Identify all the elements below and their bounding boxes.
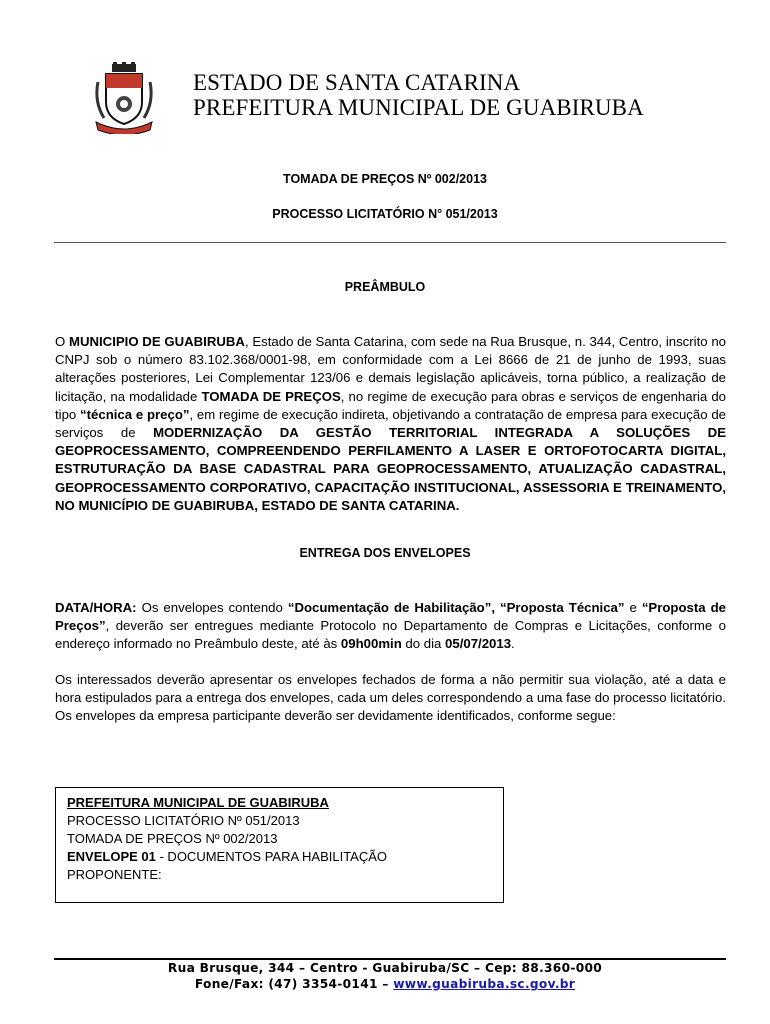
footer-address: Rua Brusque, 344 – Centro - Guabiruba/SC – Cep: 88.360-000 (167, 961, 603, 975)
text-run: , deverão ser entregues mediante Protocolo no Departamento de Compras e Licitações, conforme o endereço informado no Preâmbulo deste, até às (55, 618, 726, 652)
state-name: ESTADO DE SANTA CATARINA (193, 70, 521, 95)
envelope-number: ENVELOPE 01 (67, 849, 156, 864)
website-link[interactable]: www.guabiruba.sc.gov.br (393, 977, 576, 991)
envelope-line-envelope (67, 848, 387, 866)
date-time-label: DATA/HORA: (55, 600, 137, 615)
documents-bold: “Documentação de Habilitação”, “Proposta Técnica” (287, 600, 625, 615)
tender-number-title: TOMADA DE PREÇOS Nº 002/2013 (283, 172, 487, 186)
letterhead (92, 62, 732, 137)
footer-contact (0, 977, 770, 991)
letterhead-title (193, 70, 644, 120)
text-run: do dia (401, 636, 446, 652)
municipality-name: PREFEITURA MUNICIPAL DE GUABIRUBA (193, 95, 644, 120)
envelope-line-tender: TOMADA DE PREÇOS Nº 002/2013 (67, 831, 278, 846)
envelope-content: - DOCUMENTOS PARA HABILITAÇÃO (155, 849, 388, 864)
section-divider (54, 242, 726, 243)
envelope-line-bidder: PROPONENTE: (67, 867, 162, 882)
preamble-paragraph (55, 333, 726, 515)
envelope-label-box (55, 787, 504, 903)
text-run: , Estado de Santa Catarina, com sede na Rua Brusque, n. 344, Centro, inscrito no CNPJ sob o número 83.102.368/0001-98, em conformidade com a Lei 8666 de 21 de junho de 1993, suas alterações posteriores, Lei Complementar 123/06 e demais legislação aplicáveis, torna público, a realização de licitação, na modalidade (55, 334, 726, 404)
municipal-coat-of-arms-icon (92, 62, 156, 134)
delivery-heading: ENTREGA DOS ENVELOPES (299, 546, 471, 560)
envelope-line-process: PROCESSO LICITATÓRIO Nº 051/2013 (67, 813, 300, 828)
text-run: . (511, 636, 515, 652)
time-bold: 09h00min (340, 636, 402, 652)
date-bold: 05/07/2013 (445, 636, 512, 652)
text-run: O (55, 334, 69, 349)
preamble-heading: PREÂMBULO (344, 280, 426, 294)
delivery-paragraph (55, 599, 726, 654)
text-run: e (624, 600, 642, 615)
text-run: Os envelopes contendo (136, 600, 288, 615)
modality-bold: TOMADA DE PREÇOS (201, 388, 341, 404)
municipality-bold: MUNICIPIO DE GUABIRUBA (68, 334, 245, 349)
object-bold: MODERNIZAÇÃO DA GESTÃO TERRITORIAL INTEGRADA A SOLUÇÕES DE GEOPROCESSAMENTO, COMPREENDENDO PERFILAMENTO A LASER E ORTOFOTOCARTA DIGITAL, ESTRUTURAÇÃO DA BASE CADASTRAL PARA GEOPROCESSAMENTO, ATUALIZAÇÃO CADASTRAL, GEOPROCESSAMENTO CORPORATIVO, CAPACITAÇÃO INSTITUCIONAL, ASSESSORIA E TREINAMENTO, NO MUNICÍPIO DE GUABIRUBA, ESTADO DE SANTA CATARINA. (55, 425, 726, 513)
envelope-line-municipality: PREFEITURA MUNICIPAL DE GUABIRUBA (67, 795, 329, 810)
text-run: , no regime de execução para obras e serviços de engenharia do tipo (55, 388, 727, 422)
process-number-title: PROCESSO LICITATÓRIO N° 051/2013 (272, 207, 498, 221)
envelope-instructions-paragraph: Os interessados deverão apresentar os envelopes fechados de forma a não permitir sua violação, até a data e hora estipulados para a entrega dos envelopes, cada um deles correspondendo a uma fase do processo licitatório. Os envelopes da empresa participante deverão ser devidamente identificados, conforme segue: (55, 672, 726, 724)
footer-phone: Fone/Fax: (47) 3354-0141 – (194, 977, 394, 991)
text-run: , em regime de execução indireta, objetivando a contratação de empresa para execução de serviços de (55, 406, 726, 441)
type-bold: “técnica e preço” (80, 406, 190, 422)
footer-divider (54, 958, 726, 960)
price-proposal-bold: “Proposta de Preços” (55, 600, 726, 634)
